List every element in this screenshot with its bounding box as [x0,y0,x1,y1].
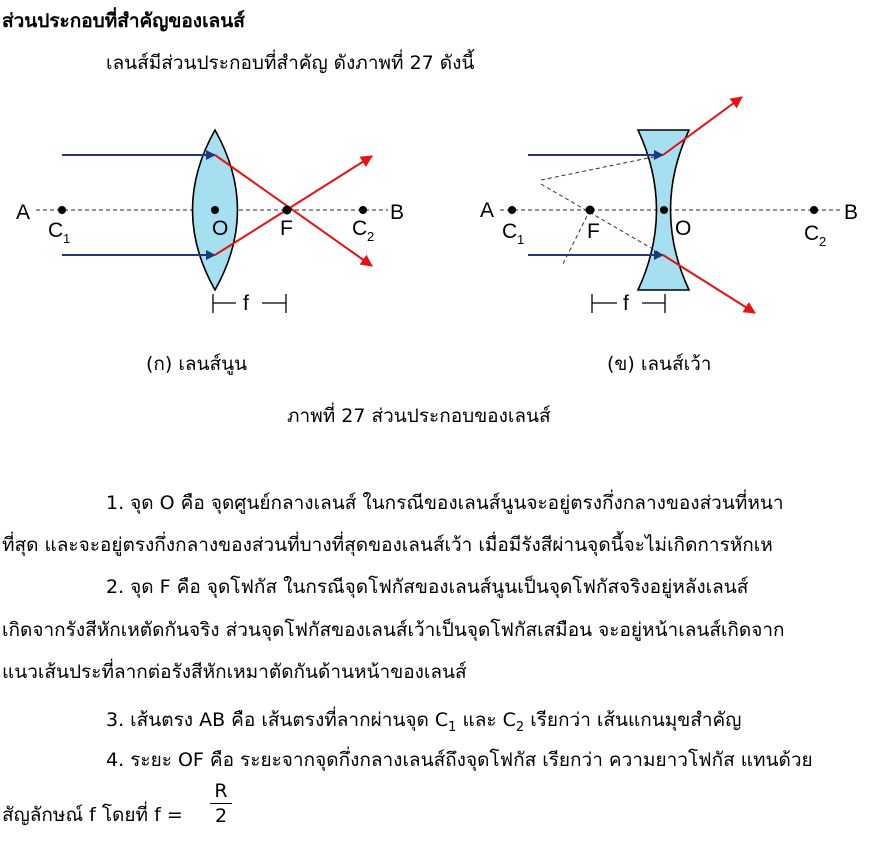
caption-concave: (ข) เลนส์เว้า [607,353,712,375]
paragraph-2-line-2: เกิดจากรังสีหักเหตัดกันจริง ส่วนจุดโฟกัสของเลนส์เว้าเป็นจุดโฟกัสเสมือน จะอยู่หน้าเลนส์เกิดจาก [2,619,785,641]
point-f-concave [586,206,595,215]
label-c2-sub-concave: 2 [819,234,827,249]
label-c2-sub-convex: 2 [367,229,375,244]
caption-convex: (ก) เลนส์นูน [146,353,248,375]
paragraph-4-line-1: 4. ระยะ OF คือ ระยะจากจุดกึ่งกลางเลนส์ถึงจุดโฟกัส เรียกว่า ความยาวโฟกัส แทนด้วย [106,749,813,771]
label-c2-concave: C [804,222,820,245]
point-c2-convex [359,206,367,214]
figure-caption: ภาพที่ 27 ส่วนประกอบของเลนส์ [287,405,551,427]
point-o-convex [211,206,219,214]
paragraph-4-line-2: สัญลักษณ์ f โดยที่ f = [2,804,183,826]
fraction-numerator: R [214,780,228,802]
point-c2-concave [810,206,818,214]
fraction-denominator: 2 [214,805,228,827]
label-f-concave: F [587,220,600,243]
concave-lens-diagram [480,97,858,315]
point-f-convex [283,206,292,215]
label-c1-concave: C [502,220,518,243]
label-a-convex: A [16,201,31,224]
page-heading: ส่วนประกอบที่สำคัญของเลนส์ [2,10,245,32]
paragraph-1-line-2: ที่สุด และจะอยู่ตรงกึ่งกลางของส่วนที่บางที่สุดของเลนส์เว้า เมื่อมีรังสีผ่านจุดนี้จะไม่เกิดการหักเห [2,534,773,556]
label-o-concave: O [675,217,692,240]
label-f-convex: F [280,217,293,240]
lens-figure [0,80,881,330]
label-f-length-convex: f [243,292,249,315]
label-c1-sub-concave: 1 [517,232,525,247]
label-b-convex: B [390,201,405,224]
label-f-length-concave: f [623,292,629,315]
label-o-convex: O [212,217,229,240]
focal-length-marker-convex [213,294,286,313]
paragraph-2-line-3: แนวเส้นประที่ลากต่อรังสีหักเหมาตัดกันด้านหน้าของเลนส์ [2,661,467,683]
paragraph-3: 3. เส้นตรง AB คือ เส้นตรงที่ลากผ่านจุด $C_1$ และ $C_2$ เรียกว่า เส้นแกนมุขสำคัญ [106,709,742,735]
point-o-concave [660,206,668,214]
label-a-concave: A [480,199,495,222]
virtual-line-2 [541,184,663,255]
label-c1-sub-convex: 1 [63,231,71,246]
point-c1-convex [58,206,66,214]
label-b-concave: B [844,201,859,224]
label-c2-convex: C [352,217,368,240]
fraction-bar [210,803,232,804]
point-c1-concave [508,206,516,214]
refracted-ray-concave-1 [663,97,742,155]
intro-text: เลนส์มีส่วนประกอบที่สำคัญ ดังภาพที่ 27 ดังนี้ [106,52,475,74]
convex-lens-diagram [16,130,404,315]
focal-length-formula-fraction [210,780,232,827]
label-c1-convex: C [48,219,64,242]
paragraph-1-line-1: 1. จุด O คือ จุดศูนย์กลางเลนส์ ในกรณีของเลนส์นูนจะอยู่ตรงกึ่งกลางของส่วนที่หนา [106,492,784,514]
paragraph-2-line-1: 2. จุด F คือ จุดโฟกัส ในกรณีจุดโฟกัสของเลนส์นูนเป็นจุดโฟกัสจริงอยู่หลังเลนส์ [106,576,749,598]
virtual-line-1 [541,155,663,180]
